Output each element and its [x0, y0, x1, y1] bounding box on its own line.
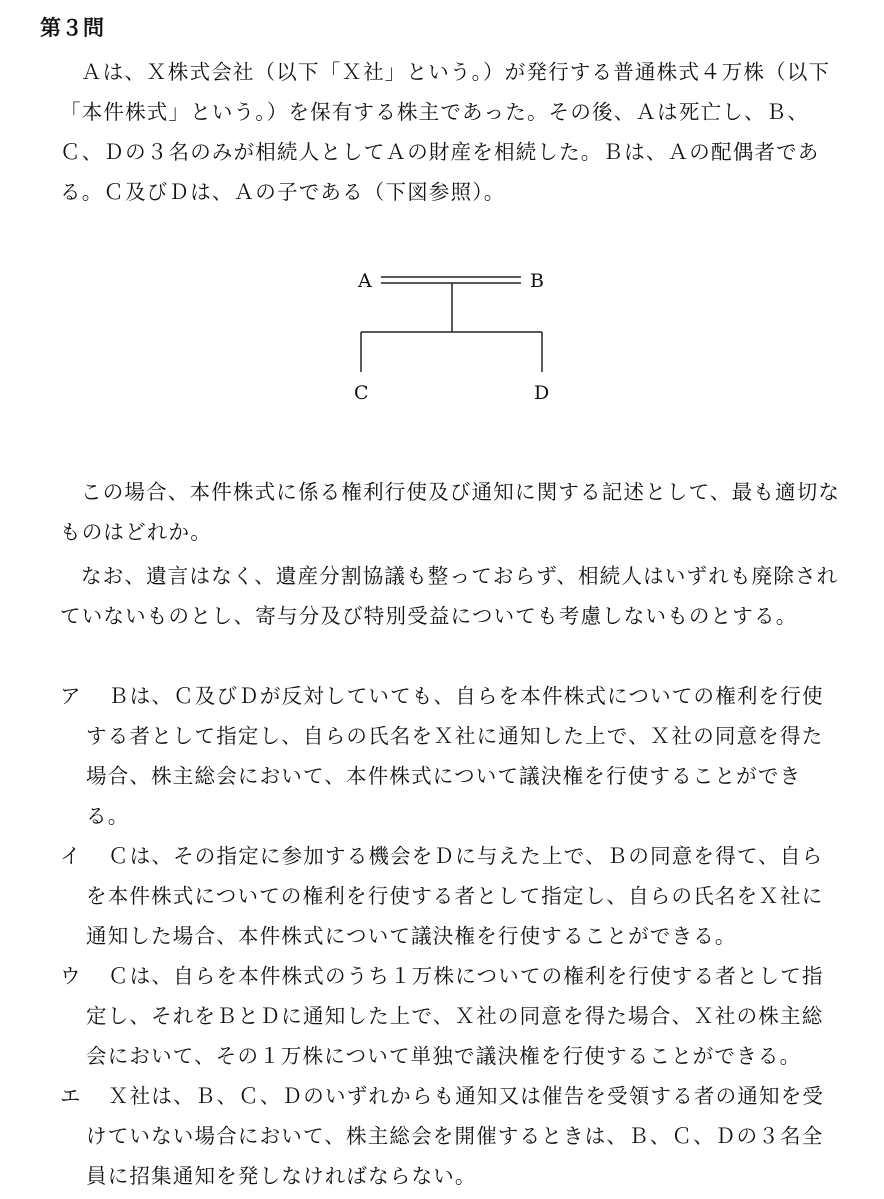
option-text: Ｘ社は、Ｂ、Ｃ、Ｄのいずれからも通知又は催告を受領する者の通知を受けていない場合において、株主総会を開催するときは、Ｂ、Ｃ、Ｄの３名全員に招集通知を発しなければならない。 [86, 1084, 825, 1188]
answer-options [60, 676, 842, 1196]
option-e[interactable] [60, 1076, 842, 1196]
diagram-label-a: A [358, 270, 372, 292]
question-stem: この場合、本件株式に係る権利行使及び通知に関する記述として、最も適切なものはどれか。 [60, 480, 841, 544]
option-text: Ｃは、自らを本件株式のうち１万株についての権利を行使する者として指定し、それをＢとＤに通知した上で、Ｘ社の同意を得た場合、Ｘ社の株主総会において、その１万株について単独で議決権を行使することができる。 [86, 964, 824, 1068]
option-text: Ｂは、Ｃ及びＤが反対していても、自らを本件株式についての権利を行使する者として指定し、自らの氏名をＸ社に通知した上で、Ｘ社の同意を得た場合、株主総会において、本件株式について議決権を行使することができる。 [86, 684, 824, 828]
intro-paragraph: Ａは、Ｘ株式会社（以下「Ｘ社」という。）が発行する普通株式４万株（以下「本件株式」という。）を保有する株主であった。その後、Ａは死亡し、Ｂ、Ｃ、Ｄの３名のみが相続人としてＡの財産を相続した。Ｂは、Ａの配偶者である。Ｃ及びＤは、Ａの子である（下図参照）。 [60, 60, 831, 204]
diagram-label-d: D [534, 382, 550, 404]
option-mark: エ [60, 1084, 82, 1108]
option-i[interactable] [60, 836, 842, 956]
question-number: 第３問 [40, 16, 105, 40]
option-a[interactable] [60, 676, 842, 836]
option-mark: イ [60, 844, 82, 868]
question-note: なお、遺言はなく、遺産分割協議も整っておらず、相続人はいずれも廃除されていないものとし、寄与分及び特別受益についても考慮しないものとする。 [60, 564, 839, 628]
diagram-label-b: B [530, 270, 544, 292]
family-tree-diagram [0, 0, 884, 420]
option-u[interactable] [60, 956, 842, 1076]
option-mark: ウ [60, 964, 82, 988]
option-mark: ア [60, 684, 82, 708]
option-text: Ｃは、その指定に参加する機会をＤに与えた上で、Ｂの同意を得て、自らを本件株式についての権利を行使する者として指定し、自らの氏名をＸ社に通知した場合、本件株式について議決権を行使することができる。 [86, 844, 824, 948]
diagram-label-c: C [354, 382, 369, 404]
